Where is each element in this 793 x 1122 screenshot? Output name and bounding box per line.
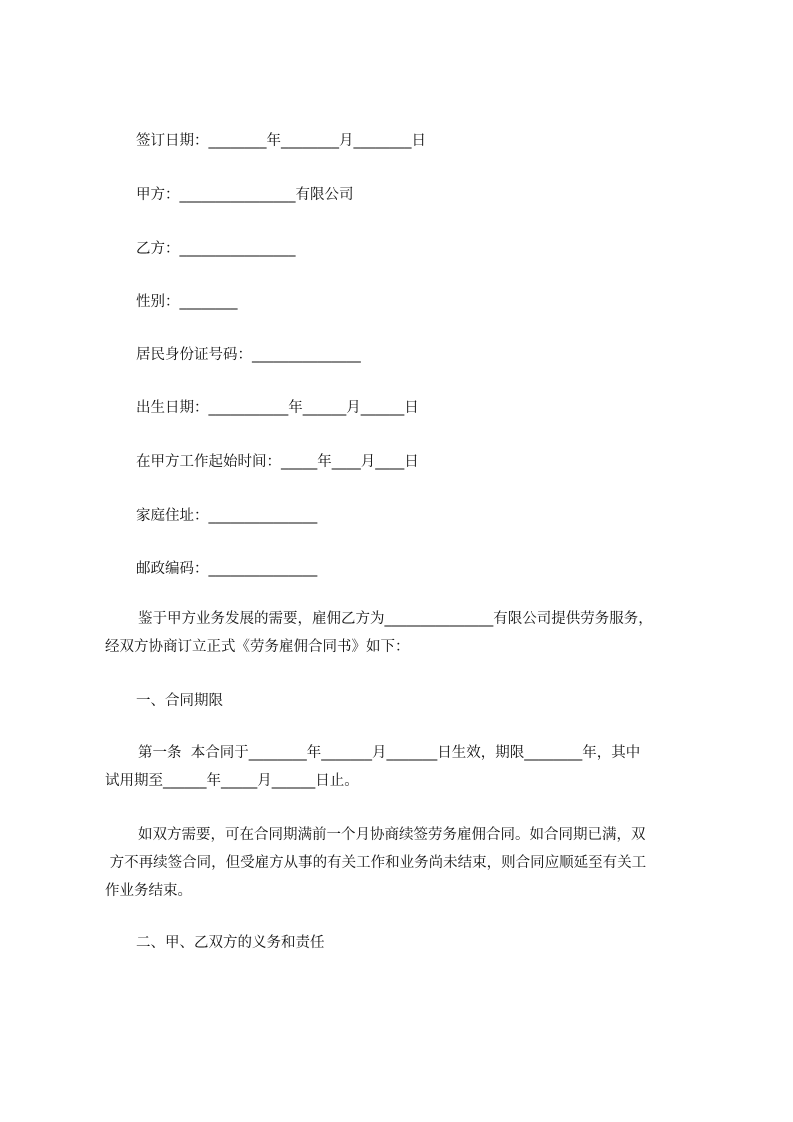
birth-date-field: 出生日期：___________年______月______日 [136,400,419,416]
intro-line-2: 经双方协商订立正式《劳务雇佣合同书》如下： [105,639,410,655]
party-b-field: 乙方：________________ [136,241,296,257]
postal-code-field: 邮政编码：_______________ [136,561,318,577]
intro-paragraph [105,605,700,661]
renewal-line-1: 如双方需要，可在合同期满前一个月协商续签劳务雇佣合同。如合同期已满，双 [138,827,646,843]
sign-date-field: 签订日期：________年________月________日 [136,133,426,149]
article-1-line-1: 第一条 本合同于________年_______月_______日生效，期限________年，其中 [138,745,641,761]
intro-line-1: 鉴于甲方业务发展的需要，雇佣乙方为_______________有限公司提供劳务服务， [138,611,653,627]
renewal-paragraph [105,821,700,905]
section-2-heading: 二、甲、乙双方的义务和责任 [136,935,325,951]
gender-field: 性别：________ [136,294,238,310]
party-a-field: 甲方：________________有限公司 [136,187,354,203]
renewal-line-2: 方不再续签合同，但受雇方从事的有关工作和业务尚未结束，则合同应顺延至有关工 [105,855,647,871]
renewal-line-3: 作业务结束。 [105,883,192,899]
home-address-field: 家庭住址：_______________ [136,508,318,524]
start-time-field: 在甲方工作起始时间：_____年____月____日 [136,454,419,470]
article-1-paragraph [105,739,700,795]
id-number-field: 居民身份证号码：_______________ [136,347,361,363]
article-1-line-2: 试用期至______年_____月______日止。 [105,773,359,789]
section-1-heading: 一、合同期限 [136,693,223,709]
